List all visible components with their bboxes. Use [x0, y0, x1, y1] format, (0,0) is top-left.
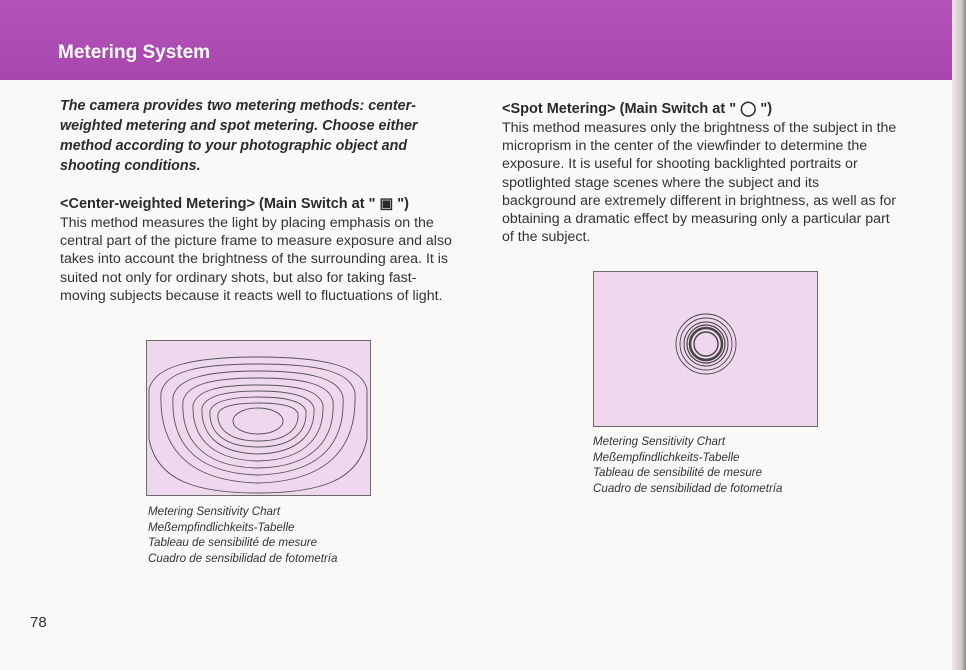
- caption-fr: Tableau de sensibilité de mesure: [148, 536, 318, 549]
- page-number: 78: [30, 614, 47, 631]
- center-weighted-chart: [146, 340, 371, 496]
- spot-title: <Spot Metering>: [502, 101, 616, 117]
- spot-heading: [502, 99, 897, 119]
- page-title: Metering System: [58, 42, 211, 63]
- caption-es: Cuadro de sensibilidad de fotometría: [148, 551, 338, 565]
- spot-contour-graphic: [594, 272, 817, 426]
- page-edge: [952, 0, 966, 670]
- center-weighted-body: This method measures the light by placing emphasis on the central part of the picture frame to measure exposure and also takes into account the brightness of the surrounding area. It is suited not only for ordinary shots, but also for taking fast-moving subjects because it reacts well to fluctuations of light.: [60, 215, 452, 304]
- caption-fr: Tableau de sensibilité de mesure: [593, 466, 763, 479]
- spot-chart: [593, 271, 818, 427]
- center-weighted-contour-graphic: [147, 341, 370, 495]
- caption-de: Meßempfindlichkeits-Tabelle: [148, 520, 295, 534]
- caption-de: Meßempfindlichkeits-Tabelle: [593, 450, 740, 464]
- spot-body: This method measures only the brightness of the subject in the microprism in the center of the viewfinder to determine the exposure. It is useful for shooting backlighted portraits or spotlighted stage scenes where the subject and its background are extremely different in brightness, as well as for obtaining a dramatic effect by measuring only a particular part of the subject.: [502, 120, 897, 246]
- intro-paragraph: The camera provides two metering methods: center-weighted metering and spot metering. Choose either method according to your photographic object and shooting conditions.: [60, 98, 418, 174]
- center-weighted-caption: [148, 504, 337, 566]
- center-weighted-heading: [60, 194, 460, 214]
- left-column: [60, 96, 460, 305]
- caption-es: Cuadro de sensibilidad de fotometría: [593, 481, 783, 495]
- caption-en: Metering Sensitivity Chart: [593, 435, 726, 448]
- right-column: [502, 99, 897, 246]
- header-band: [0, 0, 966, 80]
- spot-switch: (Main Switch at " ◯ "): [619, 101, 773, 117]
- caption-en: Metering Sensitivity Chart: [148, 505, 281, 518]
- center-weighted-title: <Center-weighted Metering>: [60, 196, 255, 212]
- center-weighted-switch: (Main Switch at " ▣ "): [259, 196, 409, 212]
- spot-caption: [593, 434, 782, 496]
